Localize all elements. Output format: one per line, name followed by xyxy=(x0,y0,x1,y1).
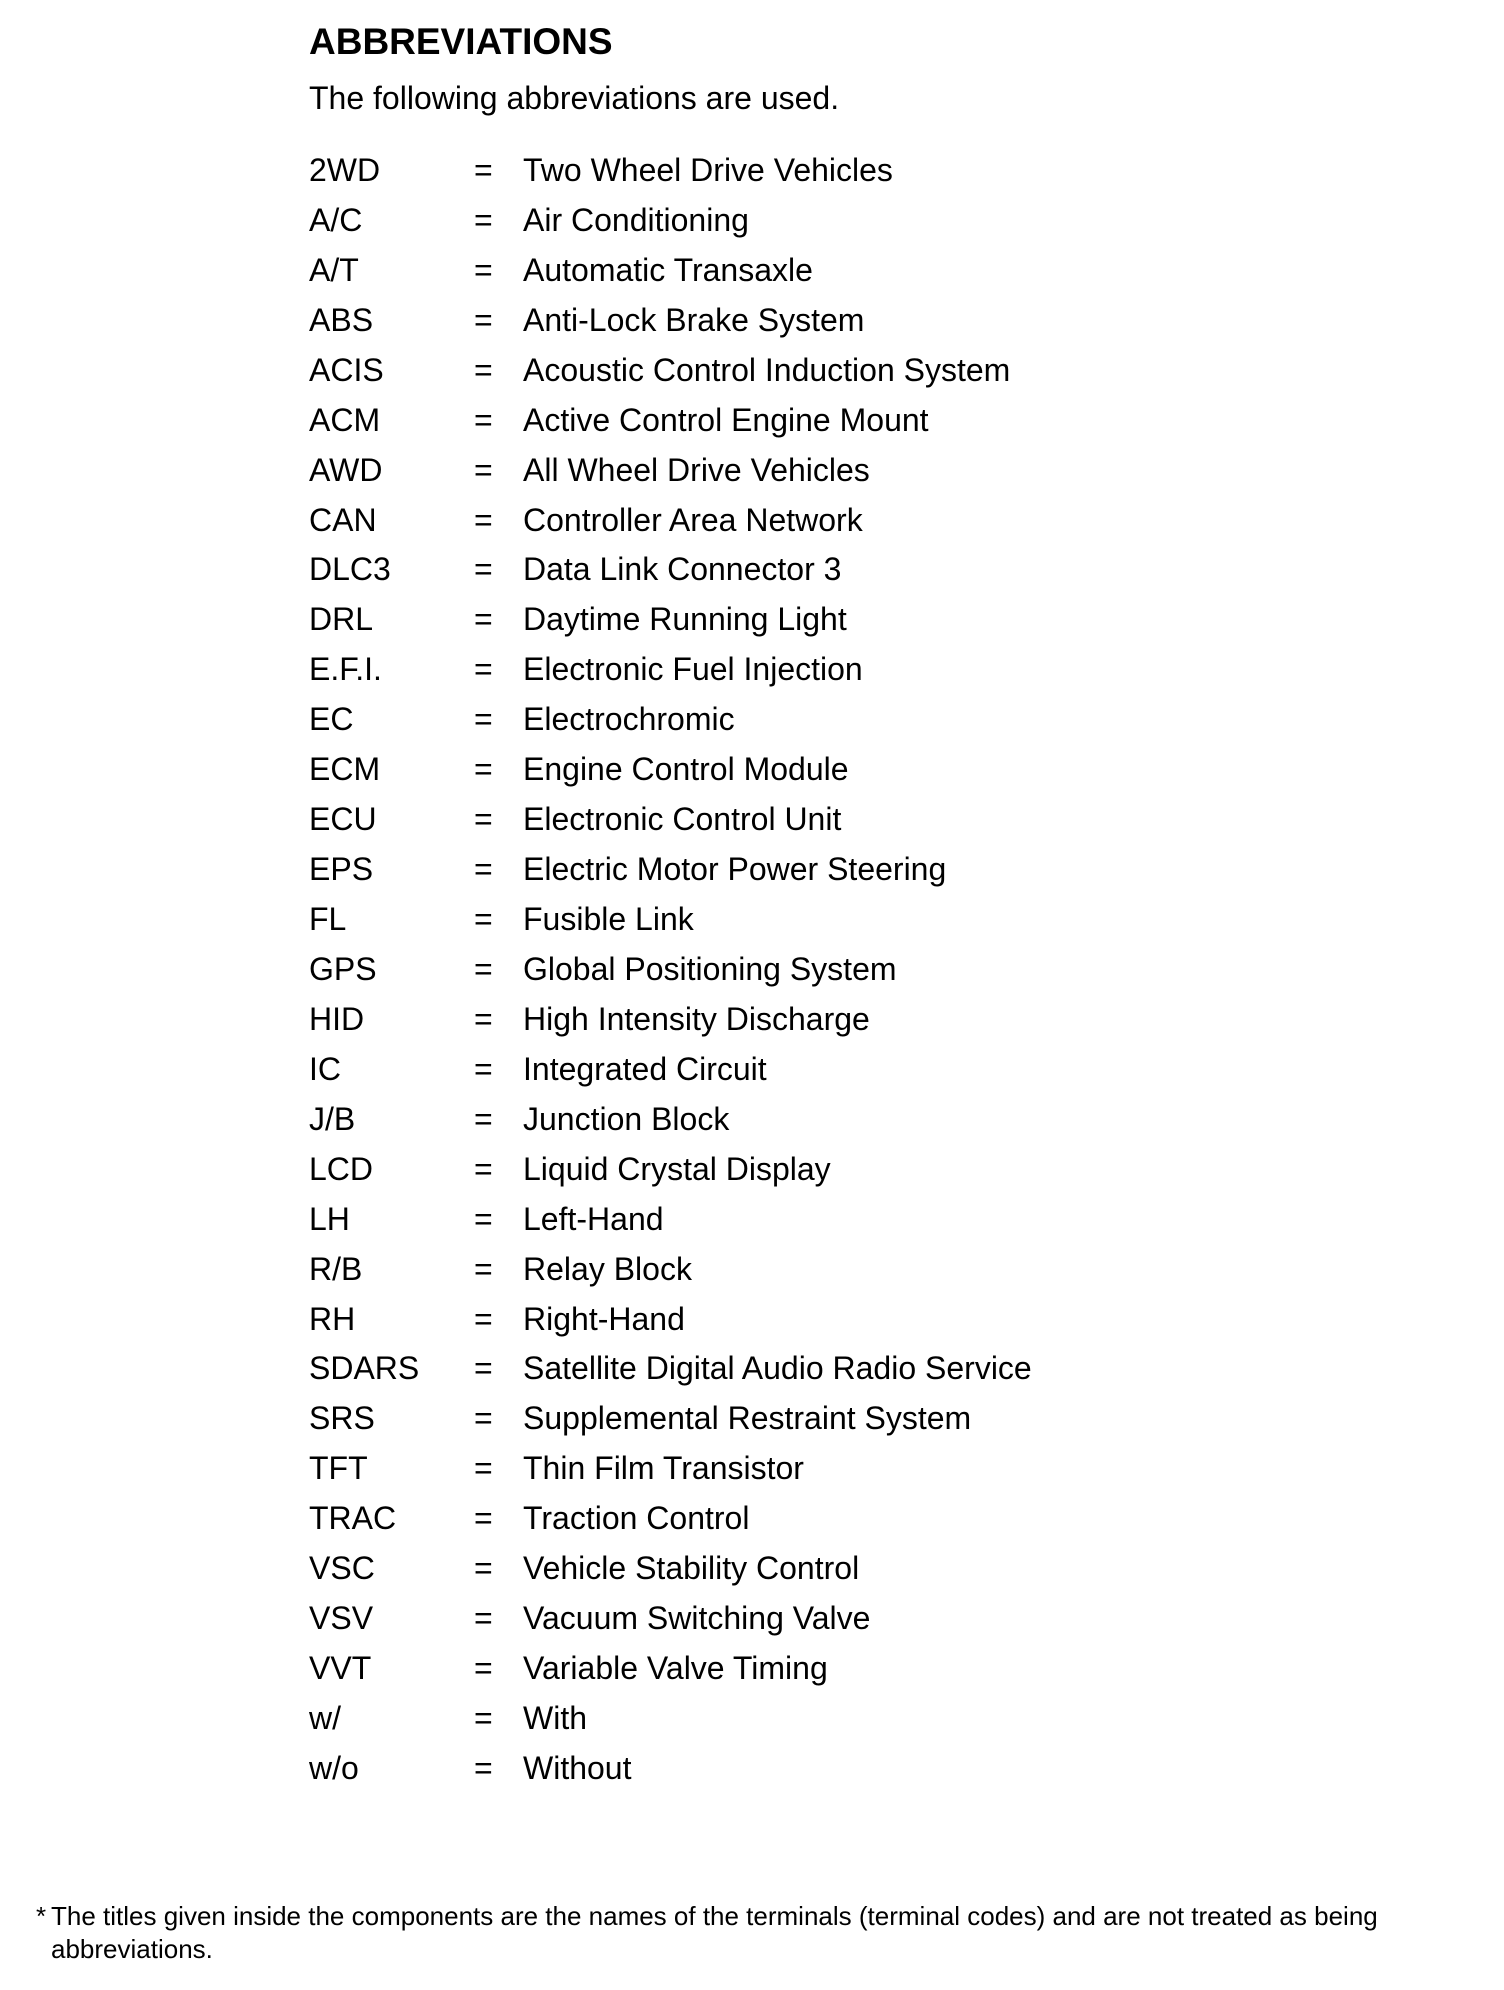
abbreviation-row xyxy=(309,1593,1032,1643)
abbreviation-definition: Left-Hand xyxy=(523,1200,664,1237)
abbreviation-term: IC xyxy=(309,1050,341,1087)
abbreviation-term: LCD xyxy=(309,1150,374,1187)
abbreviation-definition: Active Control Engine Mount xyxy=(523,401,929,438)
abbreviation-definition: Vehicle Stability Control xyxy=(523,1550,860,1587)
abbreviation-term: RH xyxy=(309,1300,356,1337)
abbreviation-row xyxy=(309,1443,1032,1493)
abbreviation-row xyxy=(309,1244,1032,1294)
abbreviation-term: w/o xyxy=(309,1749,359,1786)
abbreviation-definition: Liquid Crystal Display xyxy=(523,1150,831,1187)
abbreviation-row xyxy=(309,1493,1032,1543)
abbreviation-row xyxy=(309,644,1032,694)
abbreviation-definition: Traction Control xyxy=(523,1500,750,1537)
equals-sign: = xyxy=(474,201,493,238)
abbreviation-term: w/ xyxy=(309,1700,341,1737)
abbreviation-row xyxy=(309,994,1032,1044)
abbreviation-definition: Two Wheel Drive Vehicles xyxy=(523,151,893,188)
equals-sign: = xyxy=(474,451,493,488)
equals-sign: = xyxy=(474,251,493,288)
equals-sign: = xyxy=(474,1150,493,1187)
equals-sign: = xyxy=(474,1600,493,1637)
abbreviation-definition: Integrated Circuit xyxy=(523,1050,767,1087)
abbreviation-definition: Daytime Running Light xyxy=(523,601,847,638)
footnote xyxy=(36,1900,1476,1966)
equals-sign: = xyxy=(474,1100,493,1137)
page-title: ABBREVIATIONS xyxy=(309,21,613,62)
abbreviation-term: CAN xyxy=(309,501,377,538)
equals-sign: = xyxy=(474,1300,493,1337)
equals-sign: = xyxy=(474,1200,493,1237)
abbreviation-row xyxy=(309,545,1032,595)
abbreviation-term: LH xyxy=(309,1200,350,1237)
abbreviation-term: ECM xyxy=(309,751,381,788)
abbreviation-row xyxy=(309,1693,1032,1743)
abbreviation-term: HID xyxy=(309,1000,365,1037)
equals-sign: = xyxy=(474,1000,493,1037)
equals-sign: = xyxy=(474,851,493,888)
abbreviation-row xyxy=(309,1094,1032,1144)
equals-sign: = xyxy=(474,801,493,838)
abbreviation-row xyxy=(309,1044,1032,1094)
abbreviation-definition: Electronic Fuel Injection xyxy=(523,651,863,688)
abbreviation-term: ACIS xyxy=(309,351,384,388)
equals-sign: = xyxy=(474,501,493,538)
abbreviation-row xyxy=(309,145,1032,195)
equals-sign: = xyxy=(474,1749,493,1786)
abbreviation-row xyxy=(309,1294,1032,1344)
abbreviation-row xyxy=(309,195,1032,245)
equals-sign: = xyxy=(474,751,493,788)
abbreviation-row xyxy=(309,744,1032,794)
abbreviation-definition: Controller Area Network xyxy=(523,501,863,538)
equals-sign: = xyxy=(474,1700,493,1737)
equals-sign: = xyxy=(474,401,493,438)
abbreviation-row xyxy=(309,1144,1032,1194)
equals-sign: = xyxy=(474,651,493,688)
equals-sign: = xyxy=(474,1250,493,1287)
abbreviation-term: FL xyxy=(309,901,347,938)
abbreviation-term: VVT xyxy=(309,1650,372,1687)
abbreviation-row xyxy=(309,794,1032,844)
abbreviation-definition: Acoustic Control Induction System xyxy=(523,351,1011,388)
abbreviation-row xyxy=(309,395,1032,445)
abbreviation-definition: Data Link Connector 3 xyxy=(523,551,842,588)
abbreviation-term: ECU xyxy=(309,801,377,838)
abbreviation-definition: Variable Valve Timing xyxy=(523,1650,828,1687)
abbreviation-definition: Thin Film Transistor xyxy=(523,1450,804,1487)
abbreviation-term: 2WD xyxy=(309,151,381,188)
abbreviation-definition: All Wheel Drive Vehicles xyxy=(523,451,870,488)
abbreviation-row xyxy=(309,445,1032,495)
abbreviation-definition: High Intensity Discharge xyxy=(523,1000,870,1037)
abbreviation-term: A/T xyxy=(309,251,359,288)
abbreviation-row xyxy=(309,1743,1032,1793)
abbreviation-definition: Electrochromic xyxy=(523,701,735,738)
abbreviation-definition: Junction Block xyxy=(523,1100,730,1137)
equals-sign: = xyxy=(474,1350,493,1387)
abbreviation-definition: Fusible Link xyxy=(523,901,694,938)
abbreviation-definition: Electronic Control Unit xyxy=(523,801,842,838)
abbreviation-definition: Air Conditioning xyxy=(523,201,749,238)
abbreviation-definition: Relay Block xyxy=(523,1250,692,1287)
abbreviation-row xyxy=(309,944,1032,994)
abbreviation-term: SRS xyxy=(309,1400,375,1437)
abbreviation-row xyxy=(309,1393,1032,1443)
abbreviation-row xyxy=(309,844,1032,894)
abbreviation-term: GPS xyxy=(309,950,377,987)
abbreviation-row xyxy=(309,1344,1032,1394)
abbreviation-term: TFT xyxy=(309,1450,368,1487)
abbreviation-row xyxy=(309,694,1032,744)
abbreviation-row xyxy=(309,594,1032,644)
abbreviation-row xyxy=(309,894,1032,944)
abbreviation-term: A/C xyxy=(309,201,363,238)
equals-sign: = xyxy=(474,1650,493,1687)
equals-sign: = xyxy=(474,601,493,638)
abbreviation-row xyxy=(309,1194,1032,1244)
abbreviation-definition: Engine Control Module xyxy=(523,751,849,788)
abbreviation-term: DLC3 xyxy=(309,551,391,588)
abbreviation-term: VSC xyxy=(309,1550,375,1587)
abbreviation-definition: Without xyxy=(523,1749,632,1786)
abbreviation-row xyxy=(309,1643,1032,1693)
equals-sign: = xyxy=(474,701,493,738)
abbreviation-definition: Right-Hand xyxy=(523,1300,685,1337)
abbreviation-term: ABS xyxy=(309,301,374,338)
equals-sign: = xyxy=(474,1500,493,1537)
abbreviation-definition: Vacuum Switching Valve xyxy=(523,1600,871,1637)
abbreviation-term: J/B xyxy=(309,1100,356,1137)
abbreviation-definition: Electric Motor Power Steering xyxy=(523,851,947,888)
equals-sign: = xyxy=(474,551,493,588)
abbreviation-row xyxy=(309,295,1032,345)
equals-sign: = xyxy=(474,1050,493,1087)
equals-sign: = xyxy=(474,1450,493,1487)
abbreviation-row xyxy=(309,345,1032,395)
abbreviation-term: ACM xyxy=(309,401,381,438)
intro-text: The following abbreviations are used. xyxy=(309,80,840,116)
abbreviation-term: E.F.I. xyxy=(309,651,382,688)
abbreviation-list xyxy=(309,145,1032,1793)
abbreviation-term: SDARS xyxy=(309,1350,420,1387)
abbreviation-definition: Supplemental Restraint System xyxy=(523,1400,972,1437)
abbreviation-term: AWD xyxy=(309,451,383,488)
abbreviation-definition: Anti-Lock Brake System xyxy=(523,301,865,338)
abbreviation-definition: With xyxy=(523,1700,587,1737)
equals-sign: = xyxy=(474,1400,493,1437)
abbreviation-term: TRAC xyxy=(309,1500,397,1537)
abbreviation-term: DRL xyxy=(309,601,374,638)
equals-sign: = xyxy=(474,351,493,388)
equals-sign: = xyxy=(474,301,493,338)
abbreviation-definition: Automatic Transaxle xyxy=(523,251,813,288)
equals-sign: = xyxy=(474,151,493,188)
equals-sign: = xyxy=(474,950,493,987)
abbreviation-term: EPS xyxy=(309,851,374,888)
footnote-text: The titles given inside the components are the names of the terminals (terminal codes) and are not treated as being abbreviations. xyxy=(51,1901,1378,1964)
abbreviation-term: EC xyxy=(309,701,354,738)
equals-sign: = xyxy=(474,1550,493,1587)
abbreviation-definition: Global Positioning System xyxy=(523,950,897,987)
abbreviation-term: VSV xyxy=(309,1600,374,1637)
abbreviation-term: R/B xyxy=(309,1250,363,1287)
equals-sign: = xyxy=(474,901,493,938)
abbreviation-row xyxy=(309,495,1032,545)
footnote-asterisk: * xyxy=(36,1901,47,1931)
abbreviation-definition: Satellite Digital Audio Radio Service xyxy=(523,1350,1032,1387)
abbreviation-row xyxy=(309,1543,1032,1593)
abbreviation-row xyxy=(309,245,1032,295)
